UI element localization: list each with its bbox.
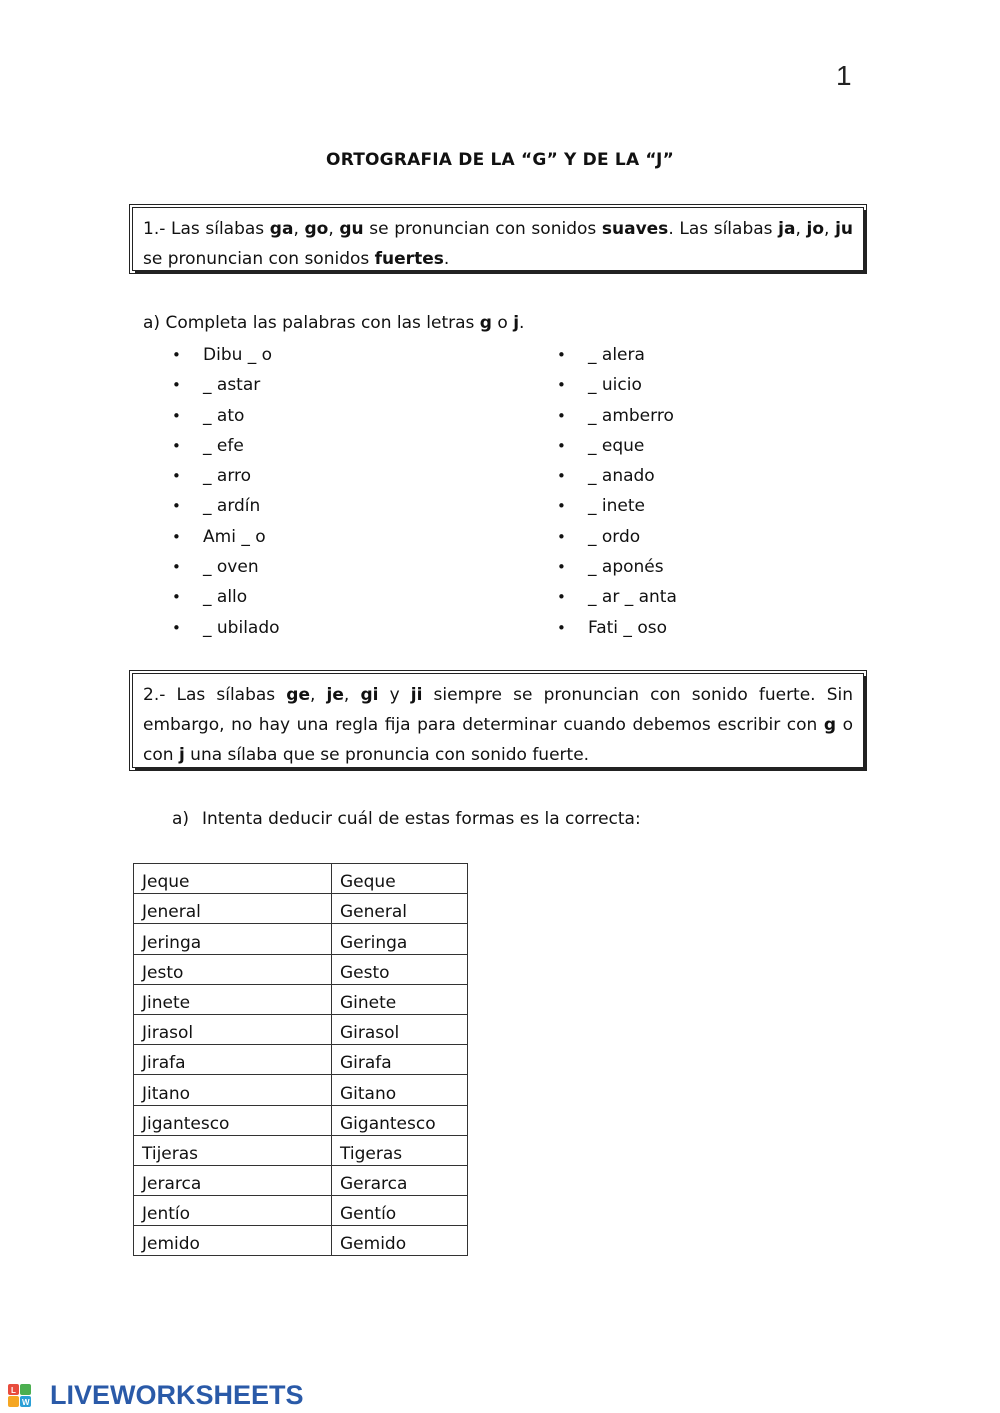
text-run: siempre se pronuncian con sonido fuerte. Sin embargo, no hay una regla fija para determinar cuando debemos escribir con bbox=[143, 685, 854, 735]
form-g-cell: Ginete bbox=[332, 984, 468, 1014]
word-item bbox=[172, 522, 280, 552]
bullet-icon: • bbox=[172, 346, 181, 364]
word-text: _ arro bbox=[203, 466, 252, 487]
word-text: _ uicio bbox=[588, 375, 642, 396]
text-run: . bbox=[519, 313, 525, 333]
text-run: se pronuncian con sonidos bbox=[143, 249, 375, 269]
bold-text: j bbox=[513, 313, 520, 333]
form-j-cell: Jitano bbox=[134, 1075, 332, 1105]
bullet-icon: • bbox=[557, 618, 566, 637]
word-item bbox=[557, 582, 677, 612]
form-g-cell: Gitano bbox=[332, 1075, 468, 1105]
bullet-icon: • bbox=[557, 376, 566, 395]
form-g-cell: Girafa bbox=[332, 1045, 468, 1075]
bold-text: suaves bbox=[601, 219, 669, 239]
word-text: _ ato bbox=[203, 405, 245, 426]
bullet-icon: • bbox=[172, 436, 181, 455]
bold-text: go bbox=[304, 219, 329, 239]
bullet-icon: • bbox=[557, 527, 566, 546]
brand-name: LIVEWORKSHEETS bbox=[50, 1379, 304, 1410]
word-item bbox=[557, 431, 677, 461]
word-text: _ ardín bbox=[203, 496, 261, 517]
form-j-cell: Jerarca bbox=[134, 1165, 332, 1195]
word-list-left bbox=[172, 340, 280, 643]
word-text: _ ubilado bbox=[203, 617, 280, 638]
form-g-cell: Geringa bbox=[332, 924, 468, 954]
bullet-icon: • bbox=[172, 558, 181, 577]
form-g-cell: Girasol bbox=[332, 1014, 468, 1044]
liveworksheets-brand[interactable] bbox=[8, 1380, 304, 1410]
table-row bbox=[134, 984, 468, 1014]
form-g-cell: Gerarca bbox=[332, 1165, 468, 1195]
word-text: _ ordo bbox=[588, 526, 641, 547]
form-j-cell: Jeque bbox=[134, 864, 332, 894]
bullet-icon: • bbox=[557, 406, 566, 425]
form-g-cell: General bbox=[332, 894, 468, 924]
table-row bbox=[134, 864, 468, 894]
instruction-complete-words bbox=[143, 313, 524, 333]
word-text: Fati _ oso bbox=[588, 617, 667, 638]
text-run: una sílaba que se pronuncia con sonido fuerte. bbox=[184, 745, 590, 765]
form-g-cell: Tigeras bbox=[332, 1135, 468, 1165]
text-run: se pronuncian con sonidos bbox=[363, 219, 602, 239]
word-item bbox=[172, 370, 280, 400]
form-j-cell: Jigantesco bbox=[134, 1105, 332, 1135]
text-run: , bbox=[795, 219, 807, 239]
word-text: Dibu _ o bbox=[203, 345, 273, 365]
form-g-cell: Gentío bbox=[332, 1196, 468, 1226]
bullet-icon: • bbox=[557, 497, 566, 516]
bold-text: je bbox=[326, 685, 344, 705]
table-row bbox=[134, 1226, 468, 1256]
text-run: , bbox=[343, 685, 361, 705]
text-run: , bbox=[309, 685, 327, 705]
table-row bbox=[134, 1105, 468, 1135]
spelling-forms-table bbox=[133, 863, 468, 1256]
text-run: , bbox=[328, 219, 340, 239]
bullet-icon: • bbox=[172, 467, 181, 486]
bullet-icon: • bbox=[172, 588, 181, 607]
word-item bbox=[557, 401, 677, 431]
bullet-icon: • bbox=[172, 497, 181, 516]
word-item bbox=[172, 431, 280, 461]
word-text: _ ar _ anta bbox=[588, 587, 677, 608]
rule-box-1 bbox=[132, 207, 864, 271]
form-j-cell: Jentío bbox=[134, 1196, 332, 1226]
text-run: 2.- Las sílabas bbox=[143, 685, 287, 705]
word-item bbox=[172, 401, 280, 431]
word-text: _ eque bbox=[588, 435, 645, 456]
form-g-cell: Gigantesco bbox=[332, 1105, 468, 1135]
bold-text: gu bbox=[339, 219, 364, 239]
table-row bbox=[134, 1045, 468, 1075]
bullet-icon: • bbox=[557, 436, 566, 455]
form-j-cell: Jirafa bbox=[134, 1045, 332, 1075]
bullet-icon: • bbox=[172, 618, 181, 637]
logo-letter-l: L bbox=[11, 1386, 16, 1395]
word-item bbox=[172, 613, 280, 643]
text-run: 1.- Las sílabas bbox=[143, 219, 270, 239]
form-j-cell: Tijeras bbox=[134, 1135, 332, 1165]
bullet-icon: • bbox=[172, 406, 181, 425]
word-text: _ efe bbox=[203, 435, 244, 456]
text-run: , bbox=[824, 219, 836, 239]
word-text: _ anado bbox=[588, 466, 655, 487]
logo-letter-w: W bbox=[22, 1398, 30, 1407]
word-text: Ami _ o bbox=[203, 526, 266, 547]
word-item bbox=[557, 370, 677, 400]
page-title: ORTOGRAFIA DE LA “G” Y DE LA “J” bbox=[326, 150, 674, 170]
table-row bbox=[134, 1135, 468, 1165]
bullet-icon: • bbox=[557, 467, 566, 486]
table-row bbox=[134, 894, 468, 924]
table-row bbox=[134, 954, 468, 984]
table-row bbox=[134, 1196, 468, 1226]
word-item bbox=[557, 461, 677, 491]
bold-text: ji bbox=[410, 685, 423, 705]
table-row bbox=[134, 1075, 468, 1105]
word-text: _ allo bbox=[203, 587, 248, 608]
word-item bbox=[172, 552, 280, 582]
table-row bbox=[134, 924, 468, 954]
word-text: _ inete bbox=[588, 496, 645, 517]
form-j-cell: Jeneral bbox=[134, 894, 332, 924]
word-list-right bbox=[557, 340, 677, 643]
form-j-cell: Jemido bbox=[134, 1226, 332, 1256]
bold-text: fuertes bbox=[374, 249, 444, 269]
word-item bbox=[557, 522, 677, 552]
form-g-cell: Gemido bbox=[332, 1226, 468, 1256]
form-g-cell: Gesto bbox=[332, 954, 468, 984]
bullet-icon: • bbox=[557, 346, 566, 364]
text-run: . bbox=[443, 249, 450, 269]
word-item bbox=[557, 491, 677, 521]
table-row bbox=[134, 1165, 468, 1195]
word-item bbox=[172, 461, 280, 491]
form-j-cell: Jinete bbox=[134, 984, 332, 1014]
rule-box-2 bbox=[132, 673, 864, 768]
word-text: _ amberro bbox=[588, 405, 674, 426]
page-number: 1 bbox=[836, 60, 852, 91]
text-run: y bbox=[378, 685, 411, 705]
bold-text: g bbox=[479, 313, 492, 333]
text-run: , bbox=[293, 219, 305, 239]
instruction-deduce bbox=[172, 809, 641, 829]
word-text: _ aponés bbox=[588, 557, 664, 578]
bold-text: g bbox=[823, 715, 837, 735]
word-text: _ astar bbox=[203, 375, 261, 396]
word-item bbox=[172, 582, 280, 612]
instruction-text: Intenta deducir cuál de estas formas es la correcta: bbox=[202, 809, 641, 829]
word-text: _ oven bbox=[203, 557, 259, 578]
instruction-label: a) bbox=[172, 809, 190, 829]
text-run: o bbox=[491, 313, 514, 333]
bold-text: ga bbox=[269, 219, 294, 239]
form-j-cell: Jeringa bbox=[134, 924, 332, 954]
bold-text: j bbox=[178, 745, 185, 765]
form-j-cell: Jesto bbox=[134, 954, 332, 984]
text-run: a) Completa las palabras con las letras bbox=[143, 313, 480, 333]
bold-text: ju bbox=[835, 219, 854, 239]
word-item bbox=[172, 491, 280, 521]
bullet-icon: • bbox=[557, 588, 566, 607]
text-run: . Las sílabas bbox=[668, 219, 779, 239]
word-item bbox=[557, 613, 677, 643]
word-text: _ alera bbox=[588, 345, 645, 365]
word-item bbox=[172, 340, 280, 370]
table-row bbox=[134, 1014, 468, 1044]
word-item bbox=[557, 340, 677, 370]
bullet-icon: • bbox=[172, 376, 181, 395]
bold-text: ja bbox=[778, 219, 796, 239]
bold-text: gi bbox=[360, 685, 379, 705]
bold-text: ge bbox=[286, 685, 310, 705]
form-j-cell: Jirasol bbox=[134, 1014, 332, 1044]
bold-text: jo bbox=[806, 219, 825, 239]
bullet-icon: • bbox=[557, 558, 566, 577]
liveworksheets-logo-icon bbox=[8, 1382, 48, 1408]
text-run: o con bbox=[143, 715, 853, 765]
word-item bbox=[557, 552, 677, 582]
bullet-icon: • bbox=[172, 527, 181, 546]
form-g-cell: Geque bbox=[332, 864, 468, 894]
